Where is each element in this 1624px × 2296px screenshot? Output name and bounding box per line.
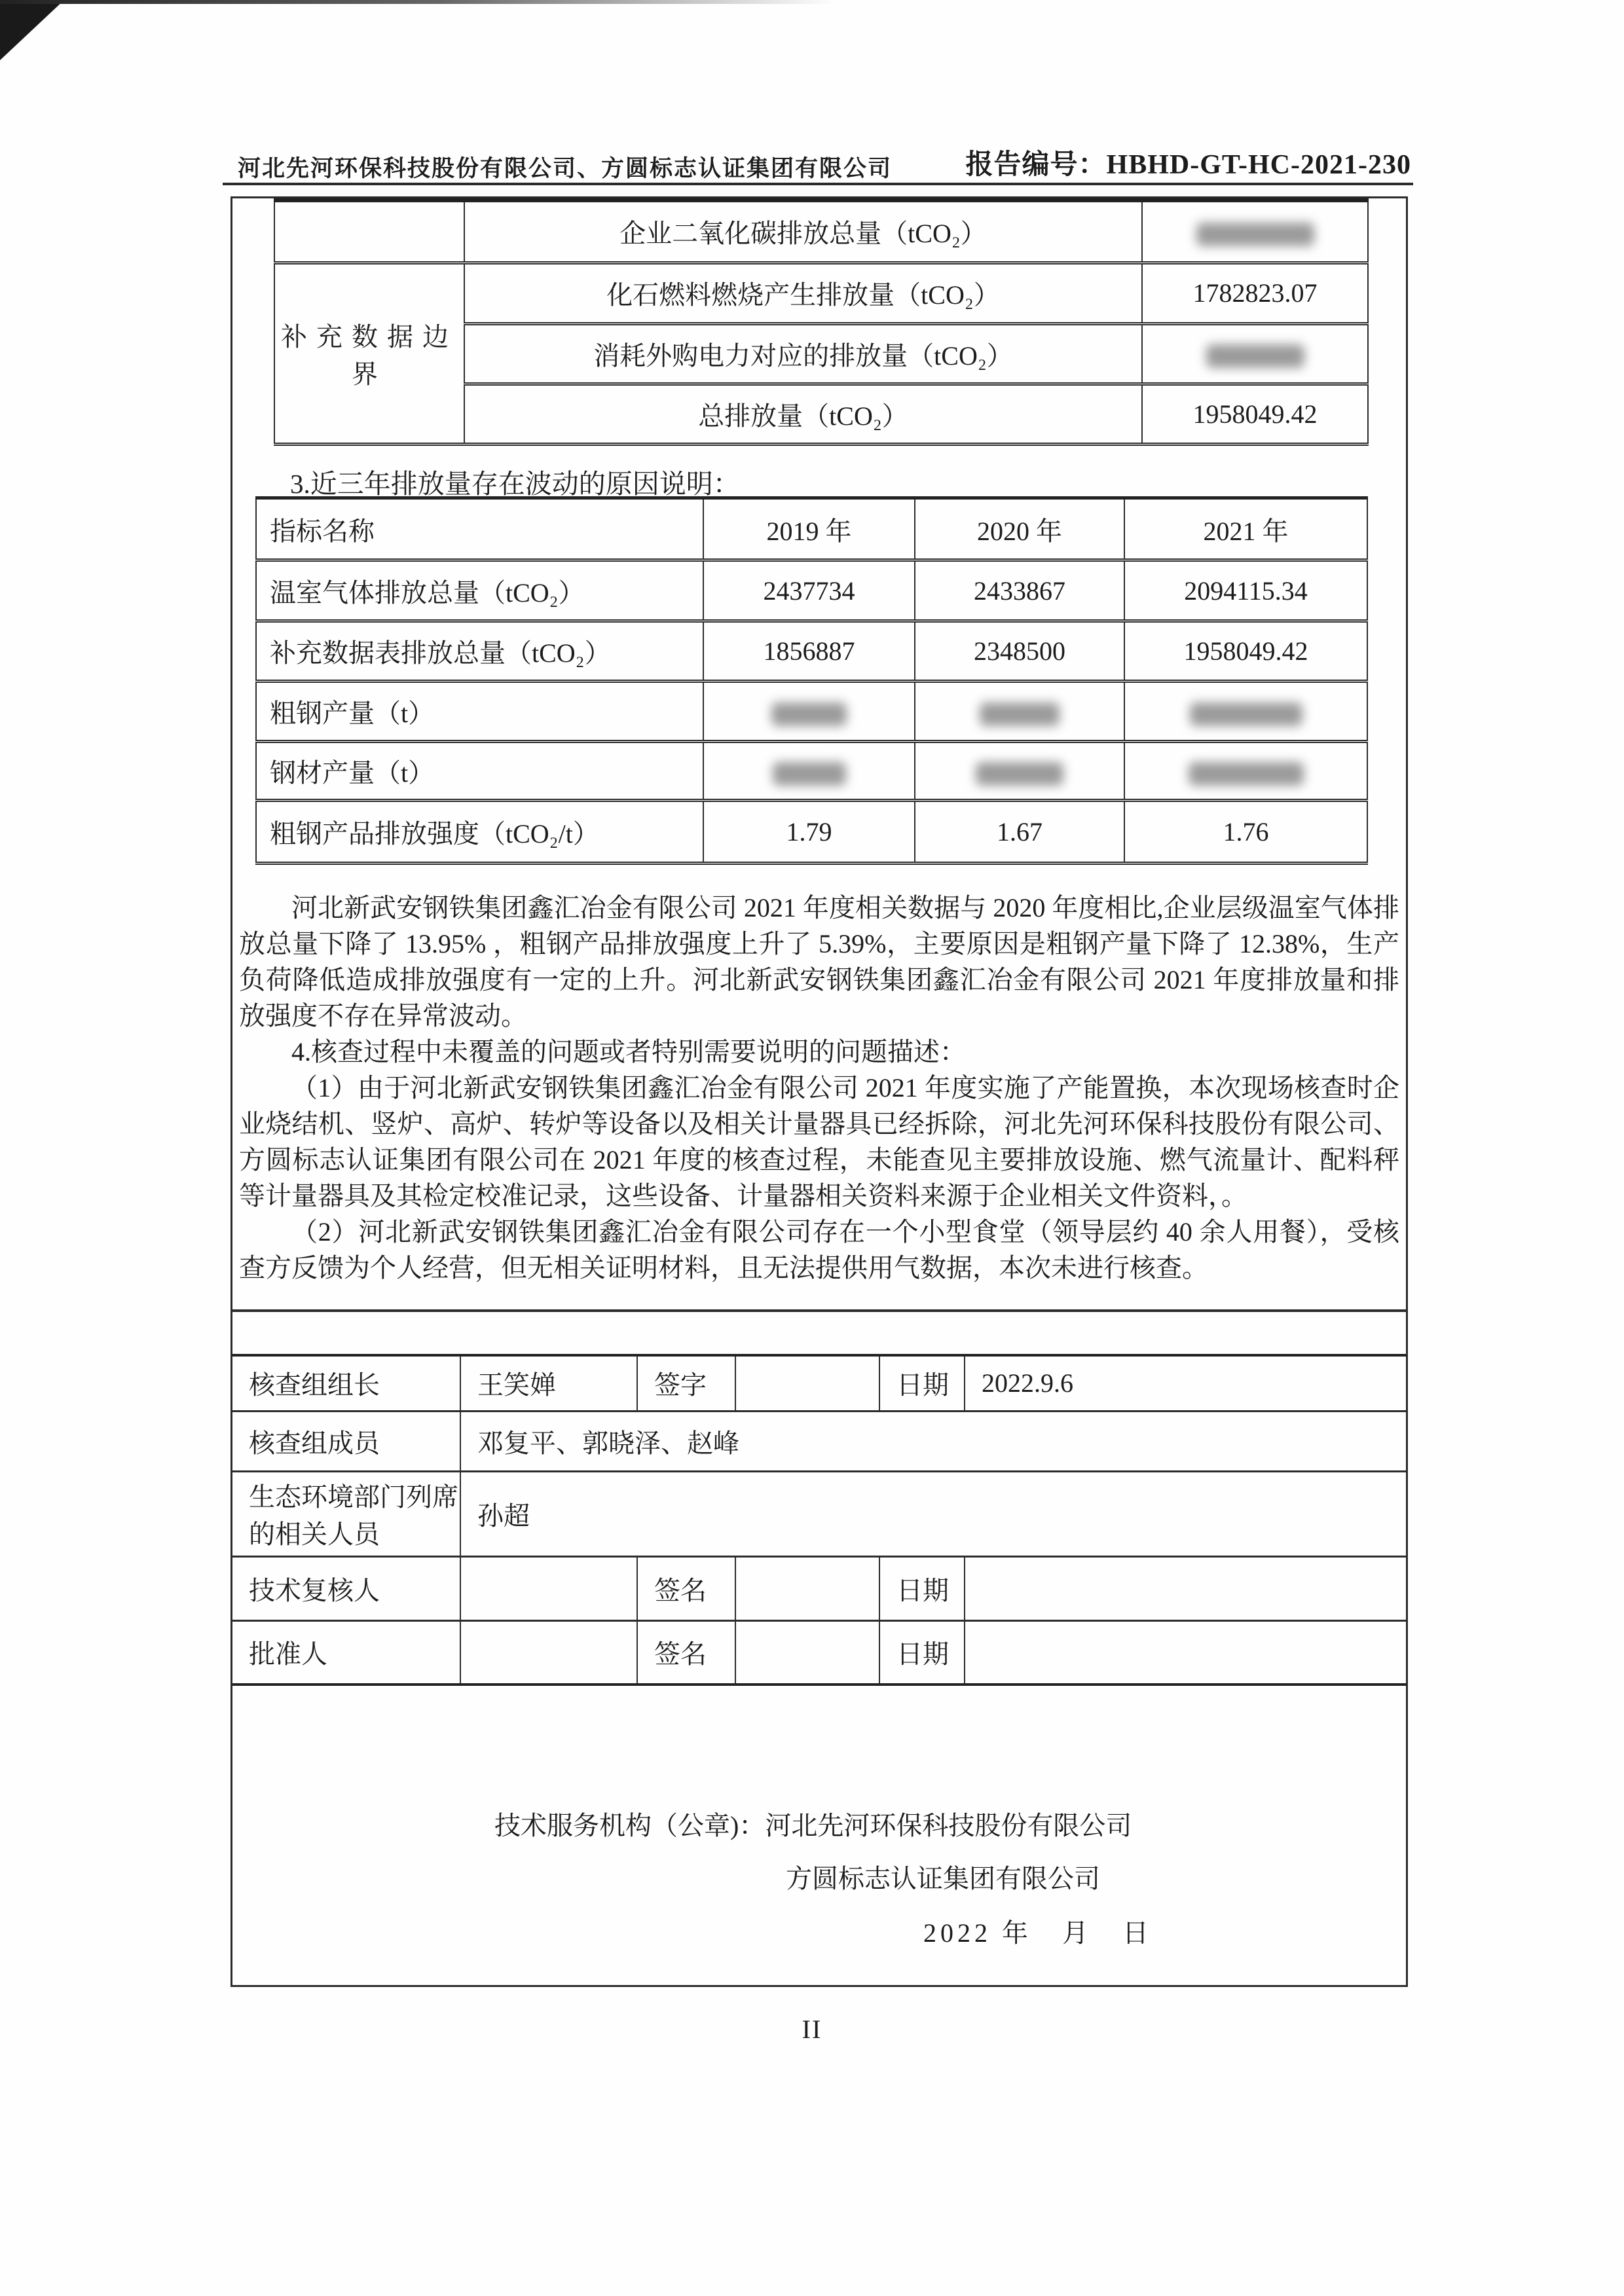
redacted-value [976,762,1063,786]
row-label: 补充数据表排放总量（tCO₂） [270,638,611,668]
redacted-value [1189,762,1304,786]
table-row [274,200,1368,263]
stamp-org-1: 河北先河环保科技股份有限公司 [765,1811,1132,1840]
table-row [256,801,1367,864]
value-text: 2433867 [974,575,1065,606]
role-cell [232,1411,460,1471]
sign-label: 签字 [654,1370,707,1400]
value-cell [703,560,915,621]
date-label-cell [879,1556,965,1620]
row-label: 粗钢产品排放强度（tCO₂/t） [270,819,599,848]
value-cell [1142,384,1368,444]
redacted-value [1206,344,1304,368]
section3-title: 3.近三年排放量存在波动的原因说明： [290,469,740,499]
header-label: 2020 年 [977,516,1062,546]
members-cell [460,1411,1406,1471]
issue-item-1: （1）由于河北新武安钢铁集团鑫汇冶金有限公司 2021 年度实施了产能置换，本次现场核查时企业烧结机、竖炉、高炉、转炉等设备以及相关计量器具已经拆除，河北先河环保科技股份有限公司、方圆标志认证集团有限公司在 2021 年度的核查过程，未能查见主要排放设施、燃气流量计、配料秤等计量器具及其检定校准记录，这些设备、计量器相关资料来源于企业相关文件资料，。 [239,1073,1399,1211]
value-cell [703,742,915,801]
scan-edge-artifact [0,0,982,4]
observer-cell [460,1471,1406,1556]
role-label: 核查组成员 [249,1428,380,1458]
name-cell [460,1620,637,1685]
sign-label: 签名 [654,1575,707,1605]
date-value: 2022.9.6 [982,1368,1073,1398]
table-row [274,263,1368,323]
row-label-cell [256,621,703,682]
header-label: 2021 年 [1203,516,1289,546]
value-cell [1142,323,1368,384]
table-row [232,1471,1406,1556]
stamp-date: 2022 年 月 日 [923,1918,1153,1948]
redacted-value [1190,702,1302,726]
narrative-text [239,890,1399,1286]
row-label: 钢材产量（t） [270,758,435,788]
value-cell [703,801,915,864]
section4-title: 4.核查过程中未覆盖的问题或者特别需要说明的问题描述： [291,1037,966,1066]
value-cell [1142,200,1368,263]
date-label-cell [879,1620,965,1685]
sign-label: 签名 [654,1639,707,1669]
column-header [1124,498,1367,560]
table-row [232,1355,1406,1411]
row-label: 温室气体排放总量（tCO₂） [270,577,585,608]
value-cell [915,560,1124,621]
value-cell [1124,682,1367,742]
value-cell [1124,742,1367,801]
sign-value-cell [735,1620,879,1685]
value-cell [1124,621,1367,682]
table-row [232,1411,1406,1471]
row-label-cell [256,560,703,621]
value-text: 2437734 [763,575,855,606]
value-text: 1958049.42 [1192,399,1318,429]
role-cell [232,1471,460,1556]
row-label-cell [256,682,703,742]
members-names: 邓复平、郭晓泽、赵峰 [477,1428,739,1458]
indicator-label: 企业二氧化碳排放总量（tCO₂） [619,219,987,249]
header-label: 2019 年 [766,516,852,546]
value-text: 2094115.34 [1184,575,1308,606]
value-text: 1.79 [786,817,832,847]
table-header-row [256,498,1367,560]
value-text: 2348500 [974,636,1065,666]
section-divider [232,1309,1406,1312]
date-label: 日期 [896,1575,949,1605]
value-text: 1958049.42 [1183,636,1308,666]
observer-name: 孙超 [477,1501,530,1531]
date-label: 日期 [896,1370,949,1400]
indicator-cell [464,384,1142,444]
value-cell [1124,560,1367,621]
trend-table [255,496,1368,865]
boundary-group-label: 补充数据边界 [281,321,458,389]
role-cell [232,1355,460,1411]
value-cell [915,801,1124,864]
stamp-line-1 [494,1810,1406,1842]
indicator-label: 化石燃料燃烧产生排放量（tCO₂） [606,280,1000,310]
value-text: 1856887 [763,636,855,666]
header-organizations: 河北先河环保科技股份有限公司、方圆标志认证集团有限公司 [238,156,893,181]
role-label: 核查组组长 [249,1370,380,1400]
stamp-block [232,1810,1406,1949]
redacted-value [980,702,1060,726]
value-cell [1142,263,1368,323]
redacted-value [1196,223,1314,246]
boundary-table [274,198,1369,446]
value-cell [1124,801,1367,864]
value-text: 1.67 [997,817,1043,847]
boundary-empty-cell [274,200,464,263]
name-cell [460,1355,637,1411]
indicator-label: 总排放量（tCO₂） [698,401,908,431]
value-cell [915,682,1124,742]
date-value-cell [965,1620,1406,1685]
row-label-cell [256,801,703,864]
date-label-cell [879,1355,965,1411]
value-cell [703,682,915,742]
redacted-value [773,762,846,786]
sign-value-cell [735,1355,879,1411]
content-frame [231,196,1408,1987]
boundary-group-cell [274,263,464,444]
signature-table [232,1354,1406,1686]
name-text: 王笑婵 [477,1370,556,1400]
value-text: 1.76 [1223,817,1269,847]
sign-value-cell [735,1556,879,1620]
stamp-org-2: 方圆标志认证集团有限公司 [786,1864,1100,1893]
table-row [256,682,1367,742]
scan-corner-artifact [0,0,64,60]
column-header [256,498,703,560]
row-label-cell [256,742,703,801]
date-value-cell [965,1556,1406,1620]
date-value-cell [965,1355,1406,1411]
role-cell [232,1556,460,1620]
stamp-label: 技术服务机构（公章)： [494,1811,766,1840]
role-label: 生态环境部门列席的相关人员 [249,1482,458,1549]
date-label: 日期 [896,1639,949,1669]
redacted-value [771,702,847,726]
sign-label-cell [637,1556,735,1620]
header-report-number: 报告编号：HBHD-GT-HC-2021-230 [965,150,1411,180]
analysis-paragraph: 河北新武安钢铁集团鑫汇冶金有限公司 2021 年度相关数据与 2020 年度相比,企业层级温室气体排放总量下降了 13.95% ，粗钢产品排放强度上升了 5.39%，主要原因是粗钢产量下降了 12.38%，生产负荷降低造成排放强度有一定的上升。河北新武安钢铁集团鑫汇冶金有限公司 2021 年度排放量和排放强度不存在异常波动。 [239,893,1399,1030]
header-label: 指标名称 [270,516,375,546]
indicator-cell [464,200,1142,263]
value-cell [915,621,1124,682]
table-row [232,1620,1406,1685]
value-cell [915,742,1124,801]
indicator-label: 消耗外购电力对应的排放量（tCO₂） [593,340,1013,371]
row-label: 粗钢产量（t） [270,699,435,728]
sign-label-cell [637,1355,735,1411]
table-row [232,1556,1406,1620]
role-label: 技术复核人 [249,1575,380,1605]
page-number: II [802,2014,822,2044]
table-row [256,742,1367,801]
header-rule [223,183,1413,185]
column-header [703,498,915,560]
table-row [256,621,1367,682]
value-text: 1782823.07 [1192,278,1318,308]
sign-label-cell [637,1620,735,1685]
role-cell [232,1620,460,1685]
role-label: 批准人 [249,1639,327,1669]
value-cell [703,621,915,682]
issue-item-2: （2）河北新武安钢铁集团鑫汇冶金有限公司存在一个小型食堂（领导层约 40 余人用餐），受核查方反馈为个人经营，但无相关证明材料，且无法提供用气数据，本次未进行核查。 [239,1217,1399,1283]
table-row [256,560,1367,621]
name-cell [460,1556,637,1620]
indicator-cell [464,263,1142,323]
indicator-cell [464,323,1142,384]
column-header [915,498,1124,560]
